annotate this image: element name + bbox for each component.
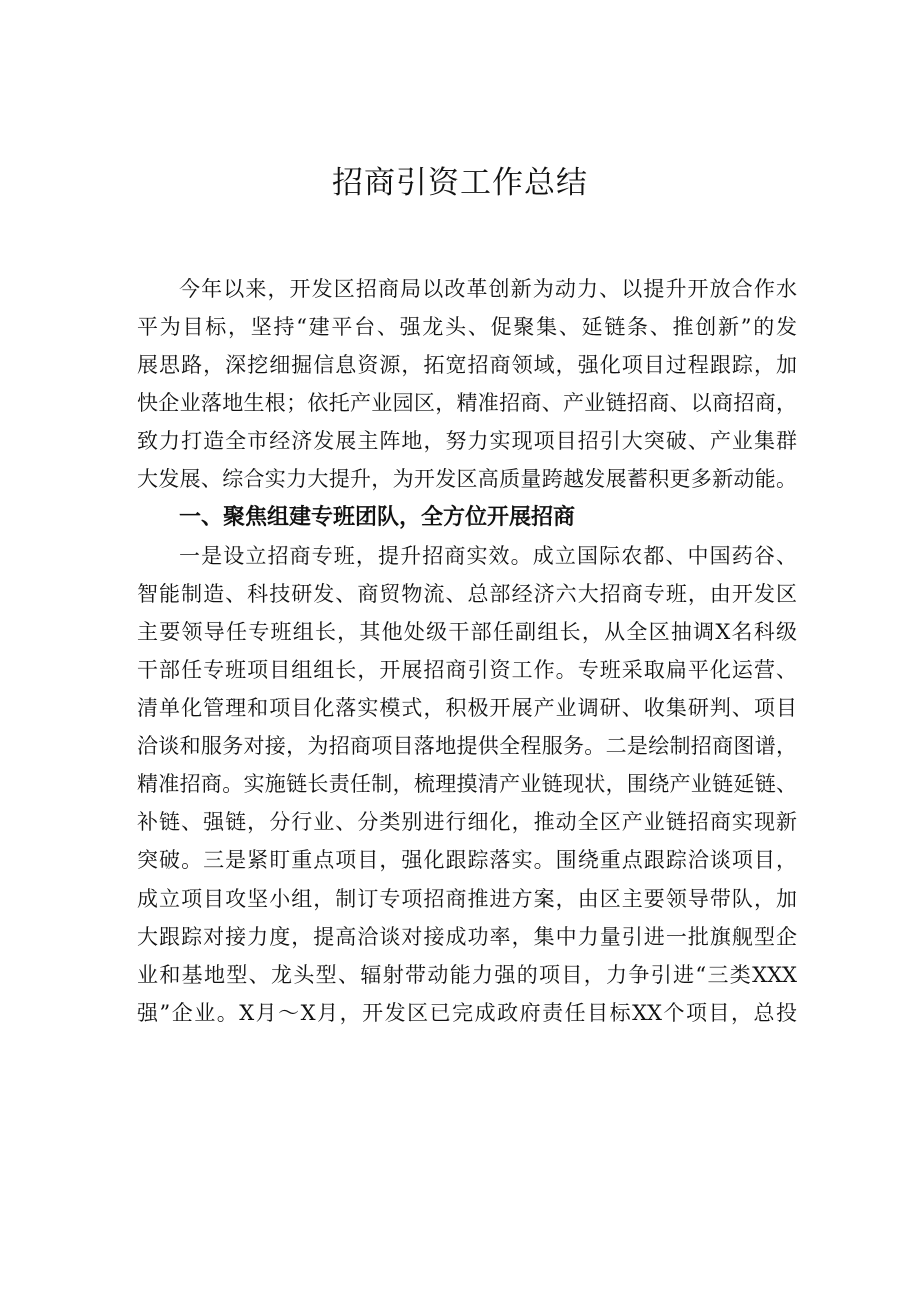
section-line: 强”企业。X月～X月，开发区已完成政府责任目标XX个项目，总投 [137,1000,797,1025]
section-line: 主要领导任专班组长，其他处级干部任副组长，从全区抽调X名科级 [137,619,797,644]
intro-line: 平为目标，坚持“建平台、强龙头、促聚集、延链条、推创新”的发 [137,315,797,340]
section-line: 补链、强链，分行业、分类别进行细化，推动全区产业链招商实现新 [137,810,797,835]
section-line: 大跟踪对接力度，提高洽谈对接成功率，集中力量引进一批旗舰型企 [137,924,797,949]
section-line: 干部任专班项目组组长，开展招商引资工作。专班采取扁平化运营、 [137,657,797,682]
intro-line: 展思路，深挖细掘信息资源，拓宽招商领域，强化项目过程跟踪，加 [137,353,797,378]
section-line: 精准招商。实施链长责任制，梳理摸清产业链现状，围绕产业链延链、 [137,772,797,797]
intro-line: 致力打造全市经济发展主阵地，努力实现项目招引大突破、产业集群 [137,429,797,454]
section-line: 智能制造、科技研发、商贸物流、总部经济六大招商专班，由开发区 [137,581,797,606]
section-line: 业和基地型、龙头型、辐射带动能力强的项目，力争引进“三类XXX [137,962,797,987]
intro-line: 大发展、综合实力大提升，为开发区高质量跨越发展蓄积更多新动能。 [137,467,797,492]
section-heading: 一、聚焦组建专班团队，全方位开展招商 [179,504,576,530]
intro-line: 今年以来，开发区招商局以改革创新为动力、以提升开放合作水 [179,277,797,301]
section-line: 突破。三是紧盯重点项目，强化跟踪落实。围绕重点跟踪洽谈项目， [137,848,797,873]
section-line: 成立项目攻坚小组，制订专项招商推进方案，由区主要领导带队，加 [137,886,797,911]
section-line: 清单化管理和项目化落实模式，积极开展产业调研、收集研判、项目 [137,696,797,721]
document-title: 招商引资工作总结 [332,165,588,201]
section-line: 洽谈和服务对接，为招商项目落地提供全程服务。二是绘制招商图谱， [137,734,797,759]
section-line: 一是设立招商专班，提升招商实效。成立国际农都、中国药谷、 [179,543,797,568]
document-body [137,270,797,1032]
intro-line: 快企业落地生根；依托产业园区，精准招商、产业链招商、以商招商， [137,391,797,416]
